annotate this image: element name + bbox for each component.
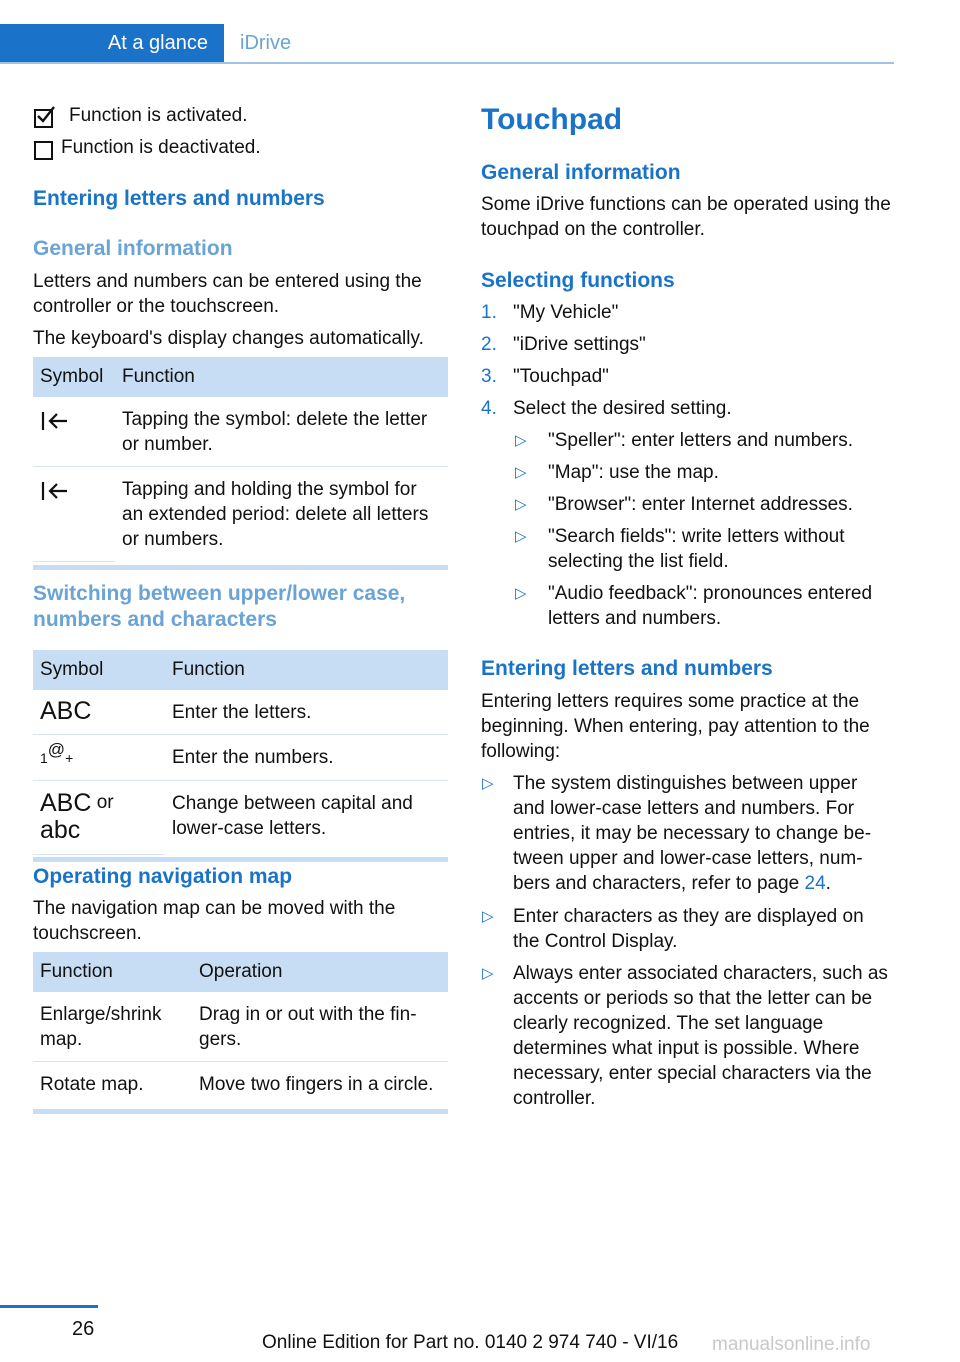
column-header: Function [33, 952, 192, 992]
table-cell: Change between capital and lower-case letters. [172, 793, 413, 839]
table-cell: Tapping and holding the symbol for an extended period: delete all letters or numbers. [122, 479, 429, 550]
page-reference-link[interactable]: 24 [804, 873, 826, 894]
lowercase-abc-icon: abc [40, 816, 81, 844]
heading-switching: Switching between upper/lower case, numbers and characters [33, 582, 406, 631]
navigation-table [33, 952, 448, 1114]
table-row [33, 992, 448, 1062]
delete-symbols-table [33, 357, 448, 570]
case-symbols-table [33, 650, 448, 862]
uppercase-abc-icon: ABC [33, 690, 165, 735]
footer-rule [0, 1305, 98, 1308]
heading-touchpad: Touchpad [481, 103, 623, 136]
paragraph-navigation: The navigation map can be moved with the touchscreen. [33, 898, 396, 944]
column-header: Symbol [33, 650, 165, 690]
table-row [33, 397, 448, 467]
heading-entering: Entering letters and numbers [33, 187, 325, 210]
table-cell: Enlarge/shrink map. [33, 992, 192, 1062]
column-header: Function [115, 357, 448, 397]
backspace-icon [33, 467, 115, 562]
table-row [33, 1062, 448, 1107]
tab-idrive[interactable]: iDrive [240, 32, 292, 54]
paragraph-touchpad: Some iDrive functions can be operated using the touchpad on the controller. [481, 194, 891, 240]
table-cell: Tapping the symbol: delete the letter or number. [115, 397, 448, 467]
triangle-bullet-icon: ▷ [515, 496, 527, 513]
heading-entering: Entering letters and numbers [481, 657, 773, 680]
table-row [33, 467, 448, 562]
heading-general-info: General information [481, 161, 681, 184]
table-cell: Drag in or out with the fingers. [192, 992, 448, 1062]
table-cell: Rotate map. [40, 1074, 144, 1095]
table-row [33, 735, 448, 781]
heading-navigation: Operating navigation map [33, 865, 293, 888]
triangle-bullet-icon: ▷ [515, 585, 527, 602]
header-tabbar [0, 24, 894, 64]
tab-at-a-glance[interactable] [0, 24, 224, 62]
numbers-symbol-icon: 1@+ [33, 735, 165, 781]
heading-general-info: General information [33, 237, 233, 260]
triangle-bullet-icon: ▷ [515, 528, 527, 545]
backspace-icon [33, 397, 115, 467]
case-toggle-icons: ABC or abc [33, 781, 165, 855]
table-cell: Enter the numbers. [165, 735, 448, 781]
column-header: Operation [192, 952, 448, 992]
table-cell: Move two fingers in a circle. [199, 1074, 434, 1095]
table-bottom-bar [33, 565, 448, 570]
triangle-bullet-icon: ▷ [482, 965, 494, 982]
column-header: Symbol [33, 357, 115, 397]
triangle-bullet-icon: ▷ [515, 464, 527, 481]
column-header: Function [165, 650, 448, 690]
checkbox-checked-icon [34, 109, 53, 128]
tab-label: At a glance [107, 32, 208, 54]
table-bottom-bar [33, 857, 448, 862]
heading-selecting: Selecting functions [481, 269, 675, 292]
uppercase-abc-icon: ABC [40, 789, 92, 817]
triangle-bullet-icon: ▷ [482, 775, 494, 792]
paragraph-general: Letters and numbers can be entered using the controller or the touchscreen. [33, 271, 422, 317]
status-deactivated: Function is deactivated. [61, 137, 261, 158]
status-activated: Function is activated. [69, 105, 248, 126]
watermark: manualsonline.info [712, 1334, 871, 1355]
table-row [33, 781, 448, 855]
page-number: 26 [72, 1318, 95, 1340]
paragraph-entering: Entering letters requires some practice at the beginning. When entering, pay attention to the following: [481, 691, 870, 762]
paragraph-keyboard: The keyboard's display changes automatically. [33, 328, 424, 349]
triangle-bullet-icon: ▷ [515, 432, 527, 449]
checkbox-empty-icon [34, 141, 53, 160]
edition-text: Online Edition for Part no. 0140 2 974 740 - VI/16 [262, 1332, 679, 1353]
table-row [33, 690, 448, 735]
triangle-bullet-icon: ▷ [482, 908, 494, 925]
table-bottom-bar [33, 1109, 448, 1114]
table-cell: Enter the letters. [165, 690, 448, 735]
